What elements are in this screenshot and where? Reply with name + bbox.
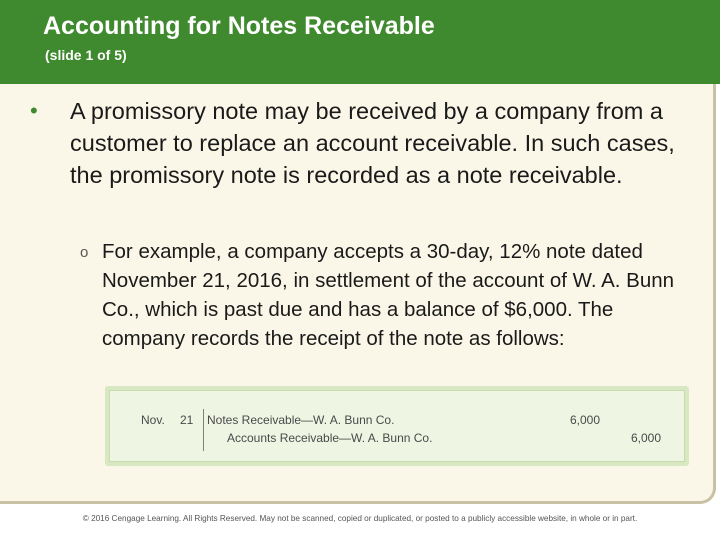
sub-bullet-text: For example, a company accepts a 30-day, 12% note dated November 21, 2016, in settlement of the account of W. A. Bunn Co., which is past due and has a balance of $6,000. The company records the receipt of the note as follows: <box>102 240 675 350</box>
slide-header <box>0 0 720 84</box>
journal-month: Nov. <box>141 413 165 427</box>
journal-credit-account: Accounts Receivable—W. A. Bunn Co. <box>227 431 433 445</box>
journal-entry-box <box>105 386 689 466</box>
copyright-footer: © 2016 Cengage Learning. All Rights Reserved. May not be scanned, copied or duplicated, or posted to a publicly accessible website, in whole or in part. <box>82 514 638 523</box>
journal-debit-account: Notes Receivable—W. A. Bunn Co. <box>207 413 395 427</box>
journal-entry-frame <box>109 390 685 462</box>
journal-day: 21 <box>180 413 194 427</box>
journal-debit-amount: 6,000 <box>570 413 601 427</box>
slide-title: Accounting for Notes Receivable <box>43 12 435 40</box>
bullet-marker: • <box>30 98 38 123</box>
main-bullet-text: A promissory note may be received by a company from a customer to replace an account receivable. In such cases, the promissory note is recorded as a note receivable. <box>70 98 675 188</box>
journal-date-divider <box>203 409 204 451</box>
journal-credit-amount: 6,000 <box>631 431 662 445</box>
sub-bullet-marker: o <box>80 244 89 261</box>
slide-subtitle: (slide 1 of 5) <box>45 47 127 63</box>
